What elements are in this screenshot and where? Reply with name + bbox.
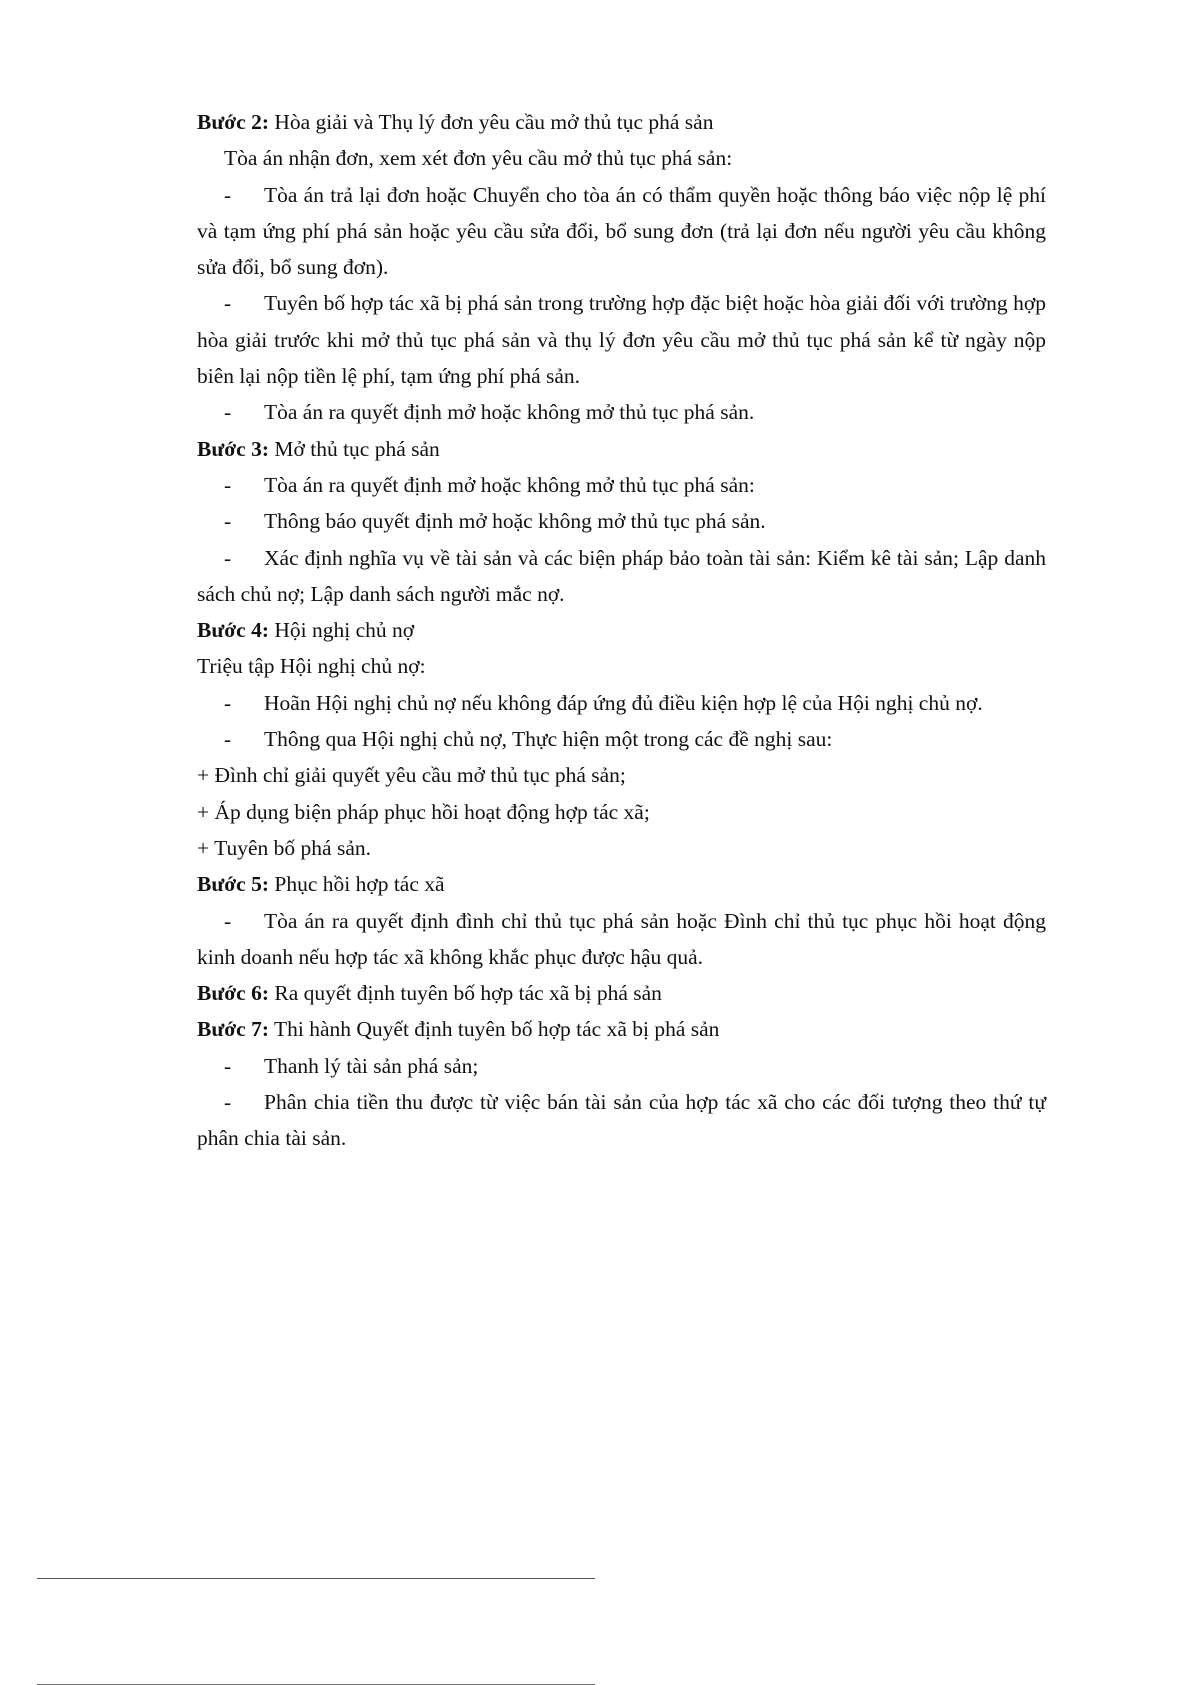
step-label: Bước 5: [197,872,269,897]
step-title: Hòa giải và Thụ lý đơn yêu cầu mở thủ tục phá sản [268,110,714,134]
step-title: Phục hồi hợp tác xã [268,872,445,897]
dash-item-text: Xác định nghĩa vụ về tài sản và các biện pháp bảo toàn tài sản: Kiểm kê tài sản; Lập danh sách chủ nợ; Lập danh sách người mắc nợ. [197,545,1046,606]
dash-item-text: Thông báo quyết định mở hoặc không mở thủ tục phá sản. [264,509,766,534]
step-title: Ra quyết định tuyên bố hợp tác xã bị phá sản [268,981,662,1006]
dash-item [197,503,1046,539]
dash-item [197,394,1046,430]
step-3-heading [197,431,1046,467]
document-body [197,104,1046,1157]
step-6-heading [197,975,1046,1011]
dash-item-text: Tuyên bố hợp tác xã bị phá sản trong trường hợp đặc biệt hoặc hòa giải đối với trường hợp hòa giải trước khi mở thủ tục phá sản và thụ lý đơn yêu cầu mở thủ tục phá sản kể từ ngày nộp biên lại nộp tiền lệ phí, tạm ứng phí phá sản. [197,291,1046,389]
step-label: Bước 6: [197,981,269,1006]
dash-marker: - [224,545,232,570]
step-label: Bước 4: [197,618,269,643]
option-item: + Tuyên bố phá sản. [197,835,371,860]
dash-marker: - [224,690,232,715]
step-4-heading [197,612,1046,648]
dash-marker: - [224,1090,232,1115]
footnote-separator [37,1578,595,1579]
paragraph: Triệu tập Hội nghị chủ nợ: [197,654,426,679]
step-label: Bước 7: [197,1017,269,1042]
dash-marker: - [224,400,232,425]
dash-item-text: Tòa án trả lại đơn hoặc Chuyển cho tòa án có thẩm quyền hoặc thông báo việc nộp lệ phí và tạm ứng phí phá sản hoặc yêu cầu sửa đổi, bổ sung đơn (trả lại đơn nếu người yêu cầu không sửa đổi, bổ sung đơn). [197,182,1046,280]
dash-marker: - [224,727,232,752]
dash-marker: - [224,509,232,534]
step-title: Mở thủ tục phá sản [268,436,440,461]
dash-marker: - [224,908,232,933]
dash-item-text: Hoãn Hội nghị chủ nợ nếu không đáp ứng đủ điều kiện hợp lệ của Hội nghị chủ nợ. [264,690,983,715]
dash-marker: - [224,182,232,207]
step-5-heading [197,866,1046,902]
dash-marker: - [224,291,232,316]
dash-item [197,903,1046,976]
option-item: + Áp dụng biện pháp phục hồi hoạt động hợp tác xã; [197,799,650,824]
step-7-heading [197,1011,1046,1047]
step-label: Bước 2: [197,110,269,134]
step-title: Hội nghị chủ nợ [268,618,415,643]
dash-item [197,540,1046,613]
paragraph: Tòa án nhận đơn, xem xét đơn yêu cầu mở thủ tục phá sản: [224,146,733,171]
step-label: Bước 3: [197,436,269,461]
option-item: + Đình chỉ giải quyết yêu cầu mở thủ tục phá sản; [197,763,626,788]
dash-item-text: Tòa án ra quyết định đình chỉ thủ tục phá sản hoặc Đình chỉ thủ tục phục hồi hoạt động kinh doanh nếu hợp tác xã không khắc phục được hậu quả. [197,908,1046,969]
dash-item-text: Thông qua Hội nghị chủ nợ, Thực hiện một trong các đề nghị sau: [264,727,833,752]
dash-item [197,721,1046,757]
step-2-heading [197,104,1046,140]
dash-item [197,685,1046,721]
dash-item-text: Thanh lý tài sản phá sản; [264,1053,479,1078]
dash-item-text: Tòa án ra quyết định mở hoặc không mở thủ tục phá sản: [264,472,755,497]
dash-item [197,1084,1046,1157]
dash-item-text: Tòa án ra quyết định mở hoặc không mở thủ tục phá sản. [264,400,755,425]
dash-item [197,467,1046,503]
dash-item [197,177,1046,286]
dash-marker: - [224,1053,232,1078]
dash-item [197,285,1046,394]
dash-item [197,1048,1046,1084]
dash-marker: - [224,472,232,497]
dash-item-text: Phân chia tiền thu được từ việc bán tài sản của hợp tác xã cho các đối tượng theo thứ tự phân chia tài sản. [197,1090,1046,1151]
step-title: Thi hành Quyết định tuyên bố hợp tác xã bị phá sản [268,1017,720,1042]
